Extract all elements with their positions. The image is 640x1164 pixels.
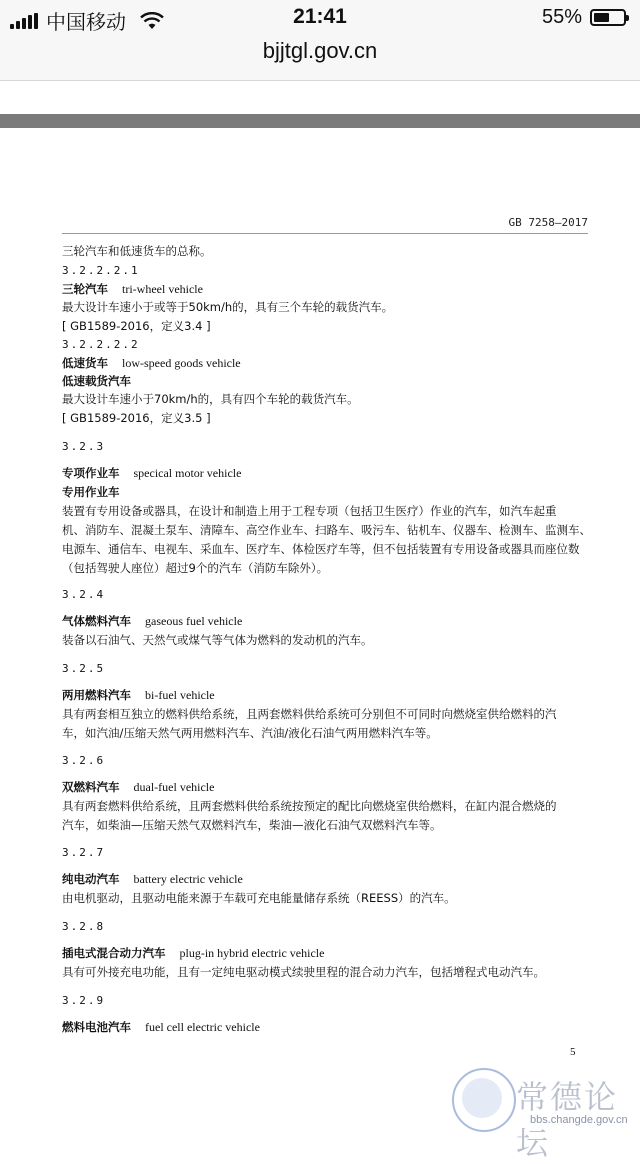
watermark-title: 常德论坛 [516, 1078, 619, 1162]
forum-watermark [448, 1062, 634, 1162]
term-en: tri-wheel vehicle [122, 282, 203, 296]
term-line [62, 870, 243, 888]
definition: 具有可外接充电功能，且有一定纯电驱动模式续驶里程的混合动力汽车，包括增程式电动汽车。 [62, 965, 545, 979]
section-number: 3.2.8 [62, 920, 106, 933]
definition: 汽车，如柴油—压缩天然气双燃料汽车，柴油—液化石油气双燃料汽车等。 [62, 818, 442, 832]
term-zh: 专项作业车 [62, 466, 120, 480]
term-en: battery electric vehicle [133, 872, 243, 886]
term-en: plug-in hybrid electric vehicle [179, 946, 325, 960]
viewer-band [0, 114, 640, 128]
term-zh: 燃料电池汽车 [62, 1020, 131, 1034]
watermark-url: bbs.changde.gov.cn [530, 1114, 628, 1126]
reference: [ GB1589-2016，定义3.4 ] [62, 319, 211, 333]
definition: 具有两套燃料供给系统，且两套燃料供给系统按预定的配比向燃烧室供给燃料，在缸内混合燃烧的 [62, 799, 557, 813]
section-number: 3.2.2.2.1 [62, 264, 140, 277]
term-line [62, 464, 241, 482]
definition: 装置有专用设备或器具，在设计和制造上用于工程专项（包括卫生医疗）作业的汽车，如汽车起重 [62, 504, 557, 518]
battery-percent: 55% [541, 6, 582, 28]
watermark-seal-inner [462, 1078, 502, 1118]
carrier-label: 中国移动 [46, 12, 126, 34]
battery-fill [594, 13, 609, 22]
term-line [62, 354, 241, 372]
section-number: 3.2.5 [62, 662, 106, 675]
term-zh: 低速货车 [62, 356, 108, 370]
clock: 21:41 [293, 5, 347, 28]
term-line [62, 778, 214, 796]
term-en: low-speed goods vehicle [122, 356, 241, 370]
page-number: 5 [570, 1046, 576, 1058]
definition: 电源车、通信车、电视车、采血车、医疗车、体检医疗车等，但不包括装置有专用设备或器具而座位数 [62, 542, 580, 556]
address-bar[interactable] [0, 36, 640, 80]
term-en: fuel cell electric vehicle [145, 1020, 260, 1034]
term-line [62, 612, 242, 630]
section-number: 3.2.4 [62, 588, 106, 601]
battery-icon [590, 9, 626, 26]
term-line [62, 280, 203, 298]
term-zh: 三轮汽车 [62, 282, 108, 296]
section-number: 3.2.7 [62, 846, 106, 859]
definition: 由电机驱动，且驱动电能来源于车载可充电能量储存系统（REESS）的汽车。 [62, 891, 456, 905]
term-zh: 两用燃料汽车 [62, 688, 131, 702]
term-en: dual-fuel vehicle [133, 780, 215, 794]
intro-text: 三轮汽车和低速货车的总称。 [62, 244, 212, 258]
term-zh: 插电式混合动力汽车 [62, 946, 166, 960]
definition: 车，如汽油/压缩天然气两用燃料汽车、汽油/液化石油气两用燃料汽车等。 [62, 726, 438, 740]
status-bar [0, 0, 640, 36]
term-en: specical motor vehicle [133, 466, 242, 480]
definition: 装备以石油气、天然气或煤气等气体为燃料的发动机的汽车。 [62, 633, 373, 647]
term-line [62, 1018, 260, 1036]
header-rule [62, 233, 588, 234]
definition: 最大设计车速小于70km/h的，具有四个车轮的载货汽车。 [62, 392, 359, 406]
section-number: 3.2.6 [62, 754, 106, 767]
toolbar-divider [0, 80, 640, 81]
term-line [62, 944, 324, 962]
term-zh: 双燃料汽车 [62, 780, 120, 794]
section-number: 3.2.3 [62, 440, 106, 453]
reference: [ GB1589-2016，定义3.5 ] [62, 411, 211, 425]
term-alt: 低速载货汽车 [62, 374, 131, 388]
section-number: 3.2.2.2.2 [62, 338, 140, 351]
term-en: bi-fuel vehicle [145, 688, 215, 702]
definition: 具有两套相互独立的燃料供给系统，且两套燃料供给系统可分别但不可同时向燃烧室供给燃料的汽 [62, 707, 557, 721]
term-zh: 气体燃料汽车 [62, 614, 131, 628]
section-number: 3.2.9 [62, 994, 106, 1007]
definition: （包括驾驶人座位）超过9个的汽车（消防车除外）。 [62, 561, 329, 575]
term-zh: 纯电动汽车 [62, 872, 120, 886]
url-text[interactable]: bjjtgl.gov.cn [262, 38, 378, 63]
term-alt: 专用作业车 [62, 485, 120, 499]
standard-code: GB 7258—2017 [508, 216, 588, 229]
term-line [62, 686, 215, 704]
definition: 最大设计车速小于或等于50km/h的，具有三个车轮的载货汽车。 [62, 300, 394, 314]
term-en: gaseous fuel vehicle [145, 614, 243, 628]
definition: 机、消防车、混凝土泵车、清障车、高空作业车、扫路车、吸污车、钻机车、仪器车、检测车、监测车、 [62, 523, 591, 537]
status-right [542, 6, 626, 29]
